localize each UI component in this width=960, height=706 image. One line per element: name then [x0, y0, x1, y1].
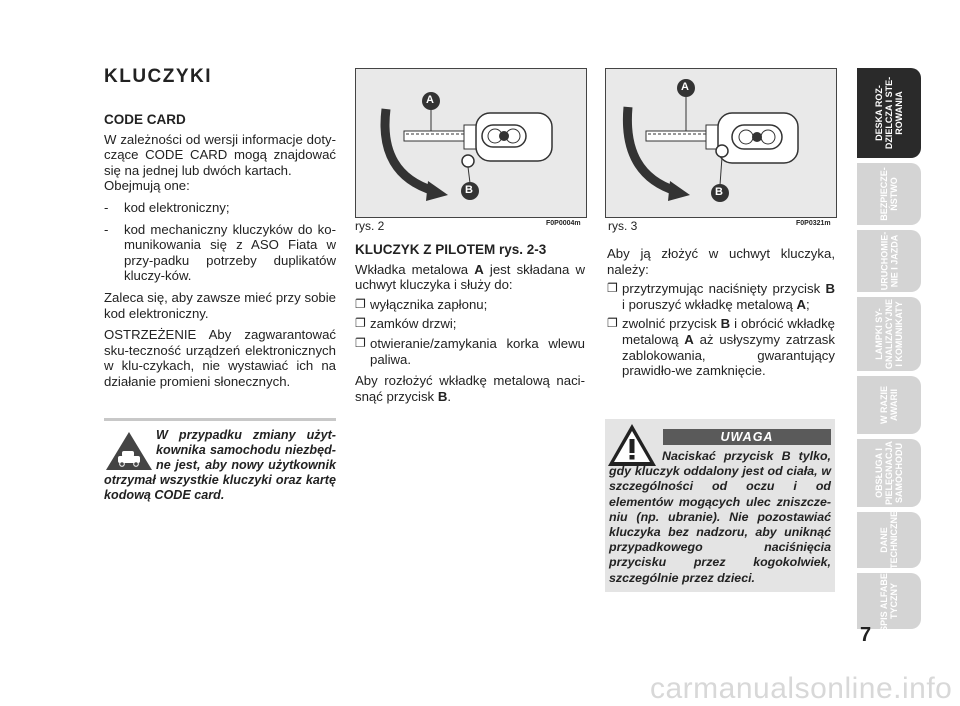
- list-item: ❐ przytrzymując naciśnięty przycisk B i poruszyć wkładkę metalową A;: [607, 281, 835, 312]
- code-card-p4: OSTRZEŻENIE Aby zagwarantować sku-teczność urządzeń elektronicznych w klu-czykach, nie wystawiać ich na działanie promieni słonecznych.: [104, 327, 336, 389]
- tab-emergency[interactable]: W RAZIE AWARII: [857, 376, 921, 434]
- figure-2-caption: rys. 2: [355, 219, 385, 233]
- folding-section: [607, 246, 835, 379]
- tab-warning-lights[interactable]: LAMPKI SY- GNALIZACYJNE I KOMUNIKATY: [857, 297, 921, 371]
- folding-p1: Aby ją złożyć w uchwyt kluczyka, należy:: [607, 246, 835, 277]
- tab-maintenance[interactable]: OBSŁUGA I PIELĘGNACJA SAMOCHODU: [857, 439, 921, 507]
- list-item: - kod mechaniczny kluczyków do ko-munikowania się z ASO Fiata w przy-padku potrzeby duplikatów kluczy-ków.: [104, 221, 336, 284]
- code-card-heading: CODE CARD: [104, 112, 186, 127]
- list-item: ❐ zwolnić przycisk B i obrócić wkładkę metalową A aż usłyszymy zatrzask zablokowania, gwarantujący prawidło-we zamknięcie.: [607, 316, 835, 379]
- label-b: B: [715, 186, 723, 198]
- warning-text: Naciskać przycisk B tylko, gdy kluczyk oddalony jest od ciała, w szczególności od oczu i od elementów mogących ulec zniszcze-niu (np. ubranie). Nie pozostawiać kluczyka bez nadzoru, aby uniknąć przypadkowego naciśnięcia przycisku przez kogokolwiek, szczególnie przez dzieci.: [609, 449, 831, 585]
- list-item: ❐ otwieranie/zamykania korka wlewu paliwa.: [355, 335, 585, 367]
- label-a: A: [681, 81, 689, 93]
- warning-box: [605, 419, 835, 592]
- watermark: carmanualsonline.info: [650, 672, 953, 705]
- page-title: KLUCZYKI: [104, 66, 213, 87]
- page-number: 7: [860, 624, 872, 646]
- list-item: - kod elektroniczny;: [104, 199, 230, 215]
- remote-key-heading: KLUCZYK Z PILOTEM rys. 2-3: [355, 242, 547, 257]
- code-card-p1: W zależności od wersji informacje doty-czące CODE CARD mogą znajdować się na jednej lub dwóch kartach.: [104, 131, 336, 178]
- label-a: A: [426, 94, 434, 106]
- figure-3: [605, 68, 837, 218]
- figure-2: [355, 68, 587, 218]
- figure-3-code: F0P0321m: [796, 220, 831, 227]
- list-item: ❐ zamków drzwi;: [355, 316, 457, 332]
- warning-title: UWAGA: [663, 429, 831, 445]
- divider: [104, 418, 336, 421]
- label-b: B: [465, 184, 473, 196]
- tab-starting-driving[interactable]: URUCHOMIE- NIE I JAZDA: [857, 230, 921, 292]
- remote-key-p1: Wkładka metalowa A jest składana w uchwyt kluczyka i służy do:: [355, 261, 585, 293]
- figure-3-caption: rys. 3: [608, 219, 638, 233]
- tab-technical-data[interactable]: DANE TECHNICZNE: [857, 512, 921, 568]
- remote-key-p2: Aby rozłożyć wkładkę metalową naci-snąć przycisk B.: [355, 373, 585, 404]
- code-card-section: [104, 112, 336, 390]
- code-card-p3: Zaleca się, aby zawsze mieć przy sobie kod elektroniczny.: [104, 289, 336, 321]
- figure-2-code: F0P0004m: [546, 220, 581, 227]
- list-item: ❐ wyłącznika zapłonu;: [355, 296, 488, 312]
- tab-index[interactable]: SPIS ALFABE- TYCZNY: [857, 573, 921, 629]
- tab-safety[interactable]: BEZPIECZE- ŃSTWO: [857, 163, 921, 225]
- tab-dashboard[interactable]: DESKA ROZ- DZIELCZA I STE- ROWANIA: [857, 68, 921, 158]
- note-text: W przypadku zmiany użyt-kownika samochodu niezbęd-ne jest, aby nowy użytkownik otrzymał wszystkie kluczyki oraz kartę kodową CODE card.: [104, 428, 336, 502]
- code-card-p2: Obejmują one:: [104, 178, 190, 194]
- remote-key-section: [355, 242, 585, 404]
